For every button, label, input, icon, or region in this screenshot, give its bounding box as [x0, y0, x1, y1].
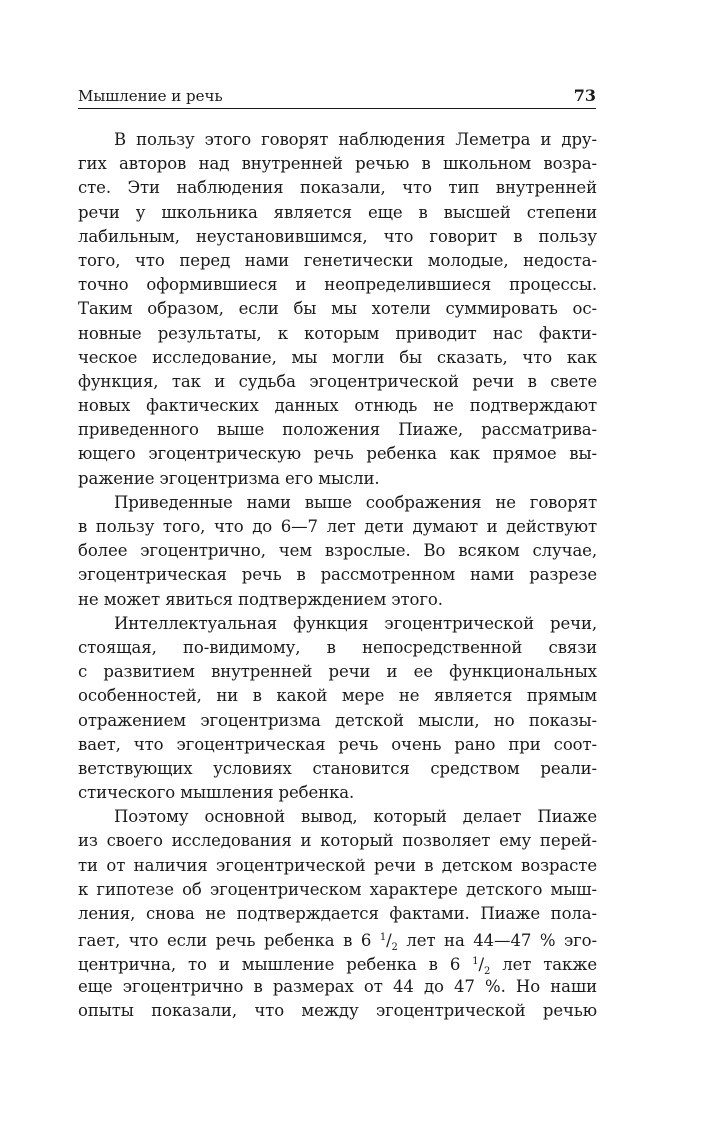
- text-line: в пользу того, что до 6—7 лет дети думают и действуют: [78, 517, 597, 536]
- text-line: к гипотезе об эгоцентрическом характере детского мыш-: [78, 879, 597, 899]
- text-line: стического мышления ребенка.: [78, 783, 355, 803]
- fraction-bar: /: [386, 931, 392, 951]
- text-segment: лет также: [490, 955, 597, 975]
- text-line: Поэтому основной вывод, который делает Пиаже: [114, 807, 597, 827]
- text-line: опыты показали, что между эгоцентрической речью: [78, 1000, 597, 1020]
- text-line: Интеллектуальная функция эгоцентрической речи,: [114, 613, 597, 633]
- text-line: новых фактических данных отнюдь не подтверждают: [78, 396, 597, 416]
- text-line: ветствующих условиях становится средством реали-: [78, 758, 597, 778]
- text-line: [78, 926, 597, 954]
- text-line: лабильным, неустановившимся, что говорит в пользу: [78, 226, 597, 246]
- running-header: [78, 84, 596, 109]
- text-line: того, что перед нами генетически молодые, недоста-: [78, 250, 597, 270]
- fraction-numerator: 1: [472, 956, 479, 968]
- fraction-numerator: 1: [379, 932, 387, 944]
- text-line: ражение эгоцентризма его мысли.: [78, 468, 380, 488]
- text-line: ческое исследование, мы могли бы сказать, что как: [78, 347, 597, 367]
- fraction-denominator: 2: [391, 942, 398, 954]
- text-line: из своего исследования и который позволяет ему перей-: [78, 831, 597, 851]
- text-line: В пользу этого говорят наблюдения Леметра и дру-: [114, 130, 597, 149]
- fraction-denominator: 2: [483, 966, 491, 978]
- text-line: еще эгоцентрично в размерах от 44 до 47 %. Но наши: [78, 976, 597, 996]
- text-line: с развитием внутренней речи и ее функциональных: [78, 662, 597, 682]
- text-segment: гает, что если речь ребенка в 6: [78, 931, 380, 951]
- text-line: отражением эгоцентризма детской мысли, но показы-: [78, 710, 597, 730]
- page-number: 73: [573, 86, 596, 105]
- text-line: ющего эгоцентрическую речь ребенка как прямое вы-: [78, 444, 597, 464]
- text-line: стоящая, по-видимому, в непосредственной связи: [78, 637, 597, 657]
- text-line: точно оформившиеся и неопределившиеся процессы.: [78, 275, 597, 295]
- text-line: новные результаты, к которым приводит нас факти-: [78, 323, 597, 343]
- text-line: ти от наличия эгоцентрической речи в детском возрасте: [78, 855, 597, 875]
- text-line: вает, что эгоцентрическая речь очень рано при соот-: [78, 734, 597, 754]
- text-line: не может явиться подтверждением этого.: [78, 589, 443, 609]
- text-line: гих авторов над внутренней речью в школьном возра-: [78, 154, 597, 174]
- text-line: более эгоцентрично, чем взрослые. Во всяком случае,: [78, 541, 597, 561]
- fraction-bar: /: [478, 955, 484, 975]
- text-line: приведенного выше положения Пиаже, рассматрива-: [78, 420, 597, 440]
- text-line: особенностей, ни в какой мере не является прямым: [78, 686, 597, 706]
- chapter-title: Мышление и речь: [78, 87, 223, 105]
- text-segment: центрична, то и мышление ребенка в 6: [78, 955, 473, 975]
- text-line: ления, снова не подтверждается фактами. Пиаже пола-: [78, 904, 597, 923]
- text-line: [78, 950, 597, 978]
- text-line: Таким образом, если бы мы хотели суммировать ос-: [78, 299, 597, 319]
- text-segment: лет на 44—47 % эго-: [397, 931, 597, 951]
- text-line: эгоцентрическая речь в рассмотренном нами разрезе: [78, 565, 597, 585]
- text-line: функция, так и судьба эгоцентрической речи в свете: [78, 371, 597, 391]
- text-line: сте. Эти наблюдения показали, что тип внутренней: [78, 178, 597, 198]
- text-line: Приведенные нами выше соображения не говорят: [114, 492, 597, 512]
- text-line: речи у школьника является еще в высшей степени: [78, 202, 597, 222]
- body-text: [78, 128, 597, 1023]
